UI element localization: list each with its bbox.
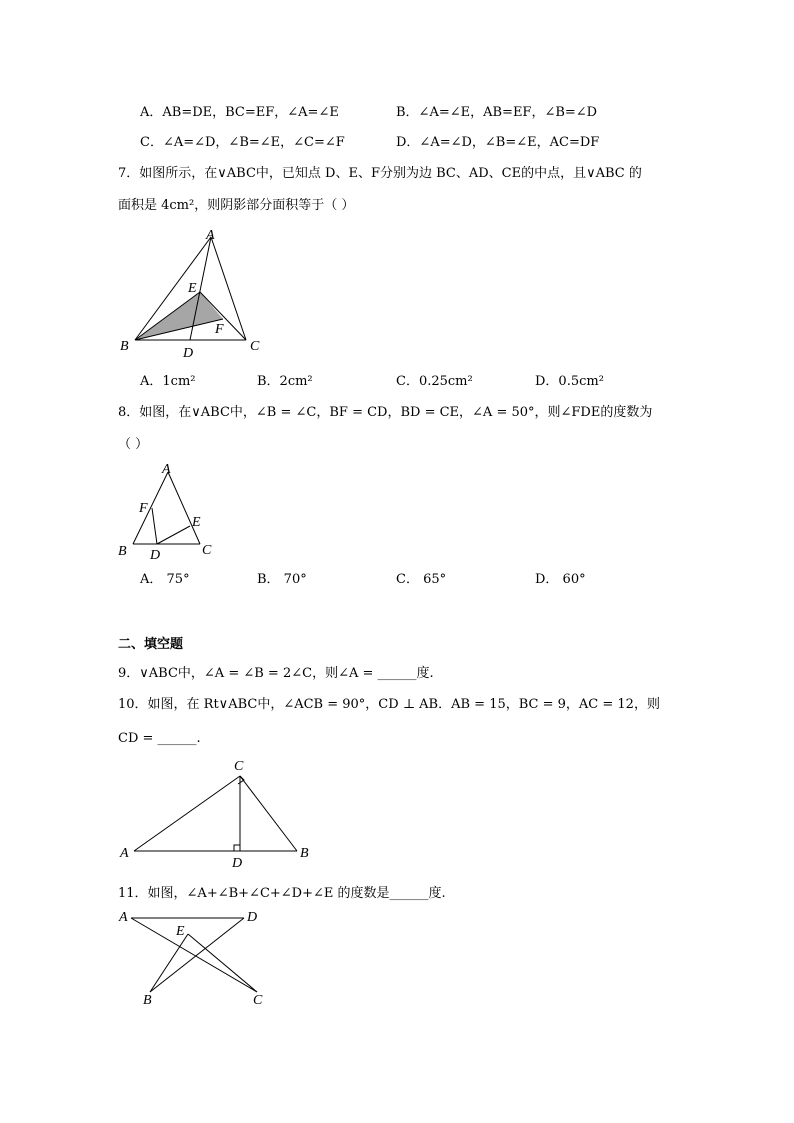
q8-label-a: A <box>162 462 171 477</box>
q7-label-e: E <box>188 281 197 296</box>
q7-triangle-figure <box>114 222 274 362</box>
q8-stem-line1: 8．如图，在∨ABC中，∠B = ∠C，BF = CD，BD = CE，∠A = 50°，则∠FDE的度数为 <box>118 405 653 420</box>
q7-option-a: A．1cm² <box>140 374 196 389</box>
q7-stem-line2: 面积是 4cm²，则阴影部分面积等于（ ） <box>118 198 355 213</box>
q10-right-triangle-figure <box>114 752 324 877</box>
q8-option-d: D． 60° <box>535 572 586 587</box>
q7-label-f: F <box>215 322 224 337</box>
q8-option-a: A． 75° <box>140 572 190 587</box>
q7-label-b: B <box>120 339 129 354</box>
q7-label-a: A <box>206 228 215 243</box>
q7-option-c: C．0.25cm² <box>396 374 473 389</box>
q6-option-a: A．AB=DE，BC=EF，∠A=∠E <box>140 105 339 120</box>
q10-label-a: A <box>120 846 129 861</box>
q7-stem-line1: 7．如图所示，在∨ABC中，已知点 D、E、F分别为边 BC、AD、CE的中点，且∨ABC 的 <box>118 166 642 181</box>
q6-option-d: D．∠A=∠D，∠B=∠E，AC=DF <box>396 135 600 150</box>
q11-label-e: E <box>176 924 185 939</box>
q10-label-c: C <box>234 759 244 774</box>
q11-stem: 11．如图，∠A+∠B+∠C+∠D+∠E 的度数是______度. <box>118 886 446 901</box>
q11-label-c: C <box>253 993 263 1008</box>
q7-shaded-region <box>135 292 223 340</box>
q8-label-d: D <box>150 548 161 563</box>
q10-label-b: B <box>300 846 309 861</box>
q11-star-figure <box>114 904 284 1014</box>
q10-label-d: D <box>232 856 243 871</box>
q8-stem-line2: （ ） <box>118 437 149 452</box>
q8-label-b: B <box>118 544 127 559</box>
q7-option-b: B．2cm² <box>257 374 313 389</box>
q6-option-c: C．∠A=∠D，∠B=∠E，∠C=∠F <box>140 135 345 150</box>
q7-label-c: C <box>250 339 260 354</box>
q8-option-b: B． 70° <box>257 572 307 587</box>
q8-label-c: C <box>202 543 212 558</box>
q10-stem-line1: 10．如图，在 Rt∨ABC中，∠ACB = 90°，CD ⊥ AB．AB = 15，BC = 9，AC = 12，则 <box>118 697 660 712</box>
q8-triangle-figure <box>114 460 224 565</box>
q7-label-d: D <box>183 346 194 361</box>
q8-label-f: F <box>139 501 148 516</box>
section-heading: 二、填空题 <box>118 637 184 652</box>
q11-label-b: B <box>143 993 152 1008</box>
q7-option-d: D．0.5cm² <box>535 374 604 389</box>
q8-label-e: E <box>192 515 201 530</box>
q11-label-a: A <box>119 910 128 925</box>
q11-label-d: D <box>247 910 258 925</box>
q9-stem: 9．∨ABC中，∠A = ∠B = 2∠C，则∠A = ______度. <box>118 666 434 681</box>
q8-option-c: C． 65° <box>396 572 447 587</box>
q6-option-b: B．∠A=∠E，AB=EF，∠B=∠D <box>396 105 598 120</box>
right-angle-mark-d <box>234 845 240 851</box>
q10-stem-line2: CD = ______. <box>118 731 201 746</box>
